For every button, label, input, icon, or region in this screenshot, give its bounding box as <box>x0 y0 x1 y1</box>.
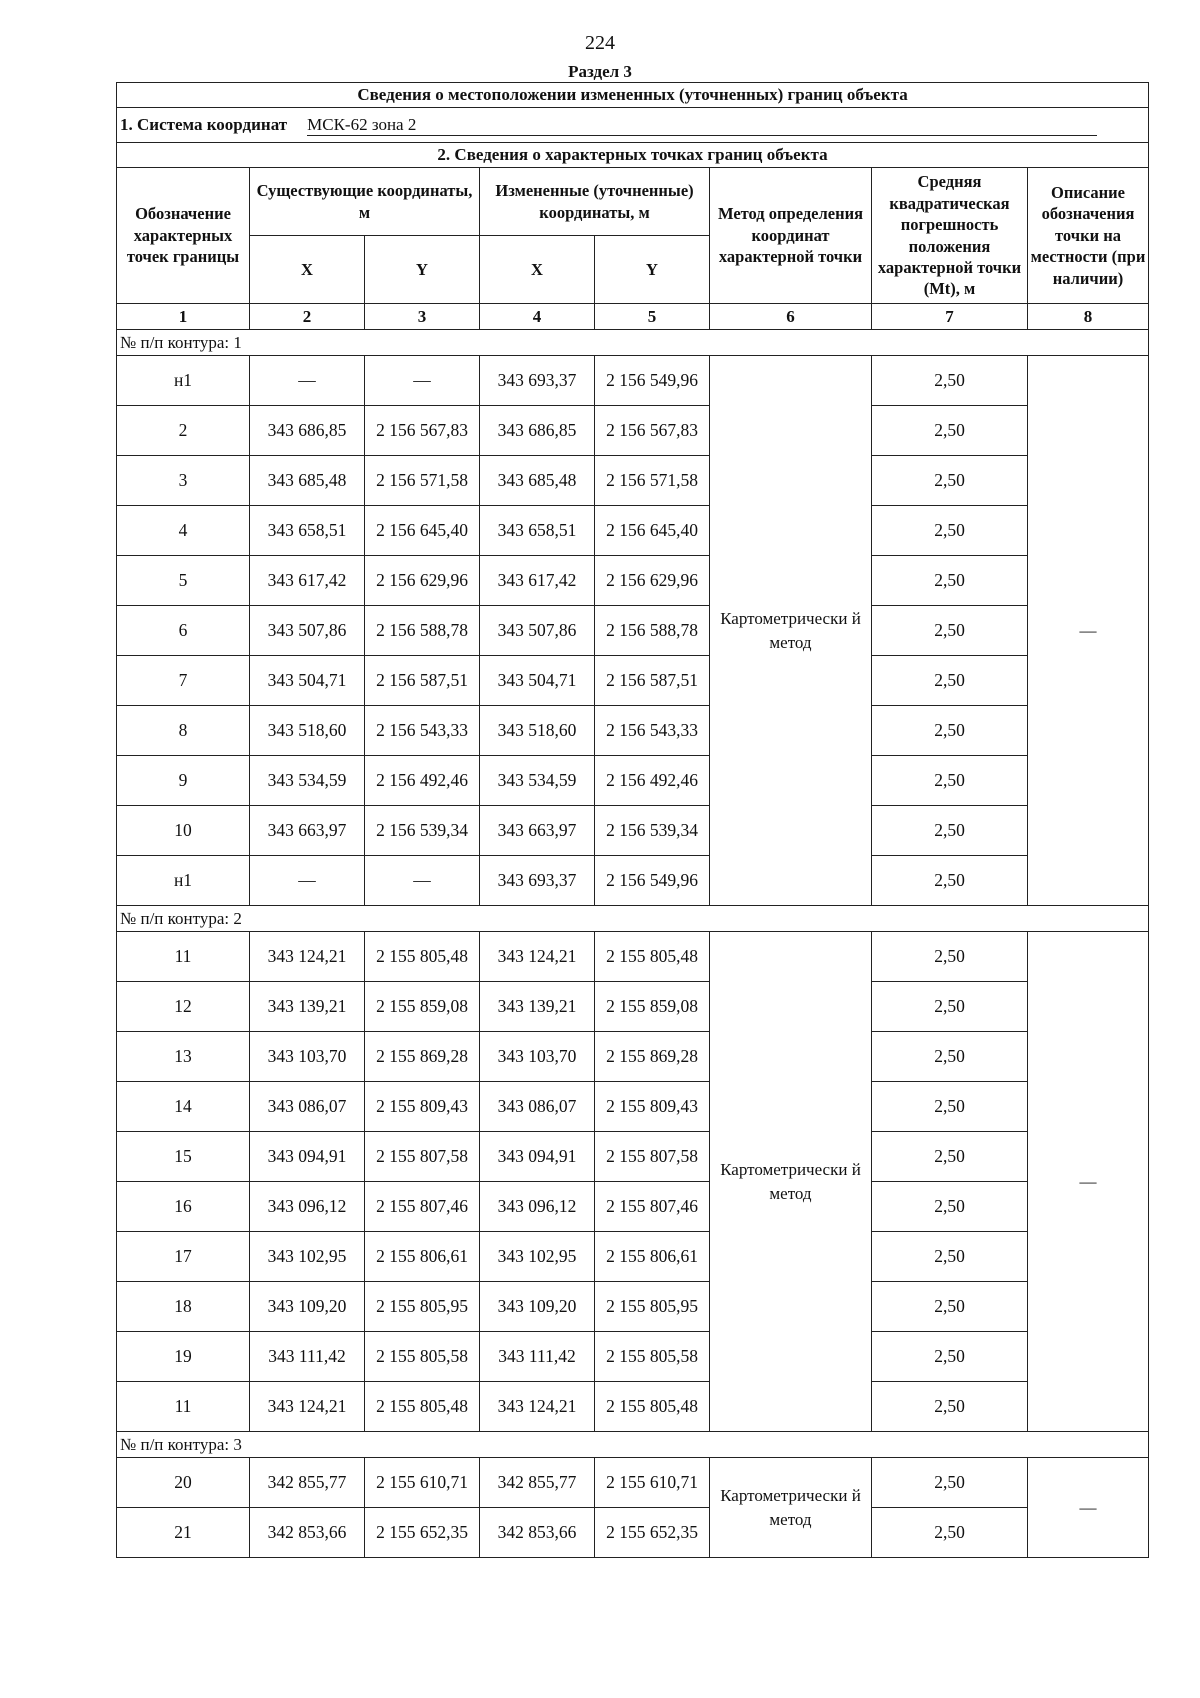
table-row <box>117 1282 1149 1332</box>
existing-y: 2 156 539,34 <box>365 806 480 856</box>
changed-x: 343 658,51 <box>480 506 595 556</box>
point-name: 14 <box>117 1082 250 1132</box>
existing-x: 342 855,77 <box>250 1458 365 1508</box>
point-name: 20 <box>117 1458 250 1508</box>
mt-value: 2,50 <box>872 706 1028 756</box>
point-name: 13 <box>117 1032 250 1082</box>
description-cell: — <box>1028 932 1149 1432</box>
table-row <box>117 806 1149 856</box>
description-cell: — <box>1028 356 1149 906</box>
changed-y: 2 155 805,48 <box>595 1382 710 1432</box>
point-name: 12 <box>117 982 250 1032</box>
header-existing-y: Y <box>365 236 480 304</box>
point-name: 11 <box>117 1382 250 1432</box>
mt-value: 2,50 <box>872 356 1028 406</box>
existing-x: 343 658,51 <box>250 506 365 556</box>
changed-y: 2 156 567,83 <box>595 406 710 456</box>
existing-x: 343 103,70 <box>250 1032 365 1082</box>
table-row <box>117 706 1149 756</box>
mt-value: 2,50 <box>872 606 1028 656</box>
mt-value: 2,50 <box>872 1282 1028 1332</box>
header-changed: Измененные (уточненные) координаты, м <box>480 168 710 236</box>
changed-y: 2 156 645,40 <box>595 506 710 556</box>
existing-y: 2 156 567,83 <box>365 406 480 456</box>
changed-x: 343 693,37 <box>480 856 595 906</box>
changed-x: 342 853,66 <box>480 1508 595 1558</box>
subsection-title: 2. Сведения о характерных точках границ объекта <box>117 143 1149 168</box>
changed-x: 343 109,20 <box>480 1282 595 1332</box>
existing-y: 2 155 807,58 <box>365 1132 480 1182</box>
contour-label-row <box>117 906 1149 932</box>
changed-y: 2 155 805,95 <box>595 1282 710 1332</box>
changed-y: 2 155 859,08 <box>595 982 710 1032</box>
table-row <box>117 1182 1149 1232</box>
changed-x: 343 507,86 <box>480 606 595 656</box>
point-name: 21 <box>117 1508 250 1558</box>
existing-y: 2 156 629,96 <box>365 556 480 606</box>
existing-y: 2 156 587,51 <box>365 656 480 706</box>
point-name: 2 <box>117 406 250 456</box>
changed-y: 2 155 809,43 <box>595 1082 710 1132</box>
coordinate-system-row <box>117 108 1149 143</box>
point-name: 4 <box>117 506 250 556</box>
mt-value: 2,50 <box>872 506 1028 556</box>
table-row <box>117 456 1149 506</box>
table-row <box>117 1382 1149 1432</box>
header-existing: Существующие координаты, м <box>250 168 480 236</box>
header-existing-x: X <box>250 236 365 304</box>
contour-label-row <box>117 330 1149 356</box>
table-row <box>117 856 1149 906</box>
changed-y: 2 156 543,33 <box>595 706 710 756</box>
mt-value: 2,50 <box>872 1182 1028 1232</box>
contour-label-row <box>117 1432 1149 1458</box>
table-row <box>117 506 1149 556</box>
existing-y: 2 155 806,61 <box>365 1232 480 1282</box>
table-row <box>117 1132 1149 1182</box>
table-row <box>117 982 1149 1032</box>
column-number: 3 <box>365 304 480 330</box>
changed-x: 343 139,21 <box>480 982 595 1032</box>
point-name: 15 <box>117 1132 250 1182</box>
changed-x: 343 518,60 <box>480 706 595 756</box>
table-row <box>117 1232 1149 1282</box>
mt-value: 2,50 <box>872 1082 1028 1132</box>
changed-x: 343 504,71 <box>480 656 595 706</box>
header-error: Средняя квадратическая погрешность положения характерной точки (Mt), м <box>872 168 1028 304</box>
column-number: 8 <box>1028 304 1149 330</box>
changed-y: 2 156 549,96 <box>595 856 710 906</box>
contour-label: № п/п контура: 2 <box>117 906 1149 932</box>
existing-y: 2 155 652,35 <box>365 1508 480 1558</box>
mt-value: 2,50 <box>872 456 1028 506</box>
contour-label: № п/п контура: 1 <box>117 330 1149 356</box>
changed-x: 343 096,12 <box>480 1182 595 1232</box>
existing-x: 343 139,21 <box>250 982 365 1032</box>
header-changed-x: X <box>480 236 595 304</box>
column-number: 5 <box>595 304 710 330</box>
table-row <box>117 1332 1149 1382</box>
existing-x: 343 096,12 <box>250 1182 365 1232</box>
table-title: Сведения о местоположении измененных (уточненных) границ объекта <box>117 83 1149 108</box>
existing-y: — <box>365 356 480 406</box>
mt-value: 2,50 <box>872 1232 1028 1282</box>
existing-x: 343 663,97 <box>250 806 365 856</box>
page-number: 224 <box>585 32 615 54</box>
column-number: 4 <box>480 304 595 330</box>
changed-y: 2 156 588,78 <box>595 606 710 656</box>
mt-value: 2,50 <box>872 1458 1028 1508</box>
point-name: 6 <box>117 606 250 656</box>
mt-value: 2,50 <box>872 1032 1028 1082</box>
existing-y: 2 156 645,40 <box>365 506 480 556</box>
changed-y: 2 155 805,48 <box>595 932 710 982</box>
method-cell: Картометрически й метод <box>710 356 872 906</box>
existing-y: 2 156 588,78 <box>365 606 480 656</box>
table-row <box>117 606 1149 656</box>
table-row <box>117 932 1149 982</box>
existing-y: 2 155 869,28 <box>365 1032 480 1082</box>
point-name: 17 <box>117 1232 250 1282</box>
existing-y: 2 155 805,48 <box>365 932 480 982</box>
coordinate-system-value: МСК-62 зона 2 <box>307 115 1097 136</box>
changed-x: 343 094,91 <box>480 1132 595 1182</box>
changed-y: 2 156 549,96 <box>595 356 710 406</box>
description-cell: — <box>1028 1458 1149 1558</box>
changed-x: 343 534,59 <box>480 756 595 806</box>
existing-y: 2 155 805,95 <box>365 1282 480 1332</box>
column-number: 6 <box>710 304 872 330</box>
existing-y: 2 156 543,33 <box>365 706 480 756</box>
changed-y: 2 155 806,61 <box>595 1232 710 1282</box>
point-name: 3 <box>117 456 250 506</box>
mt-value: 2,50 <box>872 1132 1028 1182</box>
changed-x: 343 124,21 <box>480 932 595 982</box>
existing-x: 343 686,85 <box>250 406 365 456</box>
mt-value: 2,50 <box>872 1382 1028 1432</box>
mt-value: 2,50 <box>872 806 1028 856</box>
existing-x: 343 094,91 <box>250 1132 365 1182</box>
method-cell: Картометрически й метод <box>710 932 872 1432</box>
header-changed-y: Y <box>595 236 710 304</box>
coordinate-system-label: 1. Система координат <box>120 115 288 135</box>
existing-x: — <box>250 856 365 906</box>
existing-x: 343 124,21 <box>250 1382 365 1432</box>
point-name: 19 <box>117 1332 250 1382</box>
existing-y: 2 155 805,48 <box>365 1382 480 1432</box>
existing-x: 343 109,20 <box>250 1282 365 1332</box>
section-title: Раздел 3 <box>568 62 632 81</box>
existing-x: 343 111,42 <box>250 1332 365 1382</box>
changed-y: 2 155 652,35 <box>595 1508 710 1558</box>
existing-y: — <box>365 856 480 906</box>
changed-x: 343 663,97 <box>480 806 595 856</box>
table-row <box>117 1508 1149 1558</box>
changed-x: 343 124,21 <box>480 1382 595 1432</box>
changed-y: 2 155 869,28 <box>595 1032 710 1082</box>
mt-value: 2,50 <box>872 856 1028 906</box>
point-name: 9 <box>117 756 250 806</box>
table-row <box>117 356 1149 406</box>
point-name: 7 <box>117 656 250 706</box>
header-method: Метод определения координат характерной точки <box>710 168 872 304</box>
changed-y: 2 155 610,71 <box>595 1458 710 1508</box>
point-name: 18 <box>117 1282 250 1332</box>
changed-y: 2 156 571,58 <box>595 456 710 506</box>
point-name: 8 <box>117 706 250 756</box>
point-name: 11 <box>117 932 250 982</box>
existing-x: 343 617,42 <box>250 556 365 606</box>
existing-y: 2 156 571,58 <box>365 456 480 506</box>
table-row <box>117 1032 1149 1082</box>
column-number: 2 <box>250 304 365 330</box>
existing-x: 343 504,71 <box>250 656 365 706</box>
point-name: 10 <box>117 806 250 856</box>
point-name: н1 <box>117 856 250 906</box>
existing-y: 2 155 610,71 <box>365 1458 480 1508</box>
changed-y: 2 155 807,58 <box>595 1132 710 1182</box>
table-row <box>117 1082 1149 1132</box>
existing-x: 343 102,95 <box>250 1232 365 1282</box>
changed-x: 343 103,70 <box>480 1032 595 1082</box>
changed-y: 2 156 492,46 <box>595 756 710 806</box>
changed-y: 2 155 805,58 <box>595 1332 710 1382</box>
column-number: 7 <box>872 304 1028 330</box>
existing-x: 343 124,21 <box>250 932 365 982</box>
existing-x: 343 685,48 <box>250 456 365 506</box>
table-row <box>117 556 1149 606</box>
changed-y: 2 156 587,51 <box>595 656 710 706</box>
mt-value: 2,50 <box>872 406 1028 456</box>
mt-value: 2,50 <box>872 982 1028 1032</box>
changed-y: 2 156 629,96 <box>595 556 710 606</box>
table-row <box>117 406 1149 456</box>
existing-y: 2 155 805,58 <box>365 1332 480 1382</box>
mt-value: 2,50 <box>872 656 1028 706</box>
existing-x: — <box>250 356 365 406</box>
existing-x: 343 518,60 <box>250 706 365 756</box>
mt-value: 2,50 <box>872 756 1028 806</box>
mt-value: 2,50 <box>872 1508 1028 1558</box>
changed-x: 343 111,42 <box>480 1332 595 1382</box>
existing-x: 343 534,59 <box>250 756 365 806</box>
changed-x: 342 855,77 <box>480 1458 595 1508</box>
changed-x: 343 685,48 <box>480 456 595 506</box>
changed-y: 2 155 807,46 <box>595 1182 710 1232</box>
changed-x: 343 086,07 <box>480 1082 595 1132</box>
existing-y: 2 155 807,46 <box>365 1182 480 1232</box>
mt-value: 2,50 <box>872 1332 1028 1382</box>
changed-x: 343 102,95 <box>480 1232 595 1282</box>
column-number: 1 <box>117 304 250 330</box>
changed-x: 343 686,85 <box>480 406 595 456</box>
method-cell: Картометрически й метод <box>710 1458 872 1558</box>
point-name: 16 <box>117 1182 250 1232</box>
table-row <box>117 656 1149 706</box>
existing-x: 343 086,07 <box>250 1082 365 1132</box>
existing-y: 2 155 809,43 <box>365 1082 480 1132</box>
point-name: н1 <box>117 356 250 406</box>
existing-x: 342 853,66 <box>250 1508 365 1558</box>
contour-label: № п/п контура: 3 <box>117 1432 1149 1458</box>
changed-x: 343 693,37 <box>480 356 595 406</box>
header-point: Обозначение характерных точек границы <box>117 168 250 304</box>
changed-y: 2 156 539,34 <box>595 806 710 856</box>
table-row <box>117 756 1149 806</box>
existing-x: 343 507,86 <box>250 606 365 656</box>
mt-value: 2,50 <box>872 556 1028 606</box>
existing-y: 2 155 859,08 <box>365 982 480 1032</box>
table-row <box>117 1458 1149 1508</box>
header-description: Описание обозначения точки на местности (при наличии) <box>1028 168 1149 304</box>
existing-y: 2 156 492,46 <box>365 756 480 806</box>
changed-x: 343 617,42 <box>480 556 595 606</box>
boundary-points-table <box>116 82 1149 1558</box>
point-name: 5 <box>117 556 250 606</box>
mt-value: 2,50 <box>872 932 1028 982</box>
